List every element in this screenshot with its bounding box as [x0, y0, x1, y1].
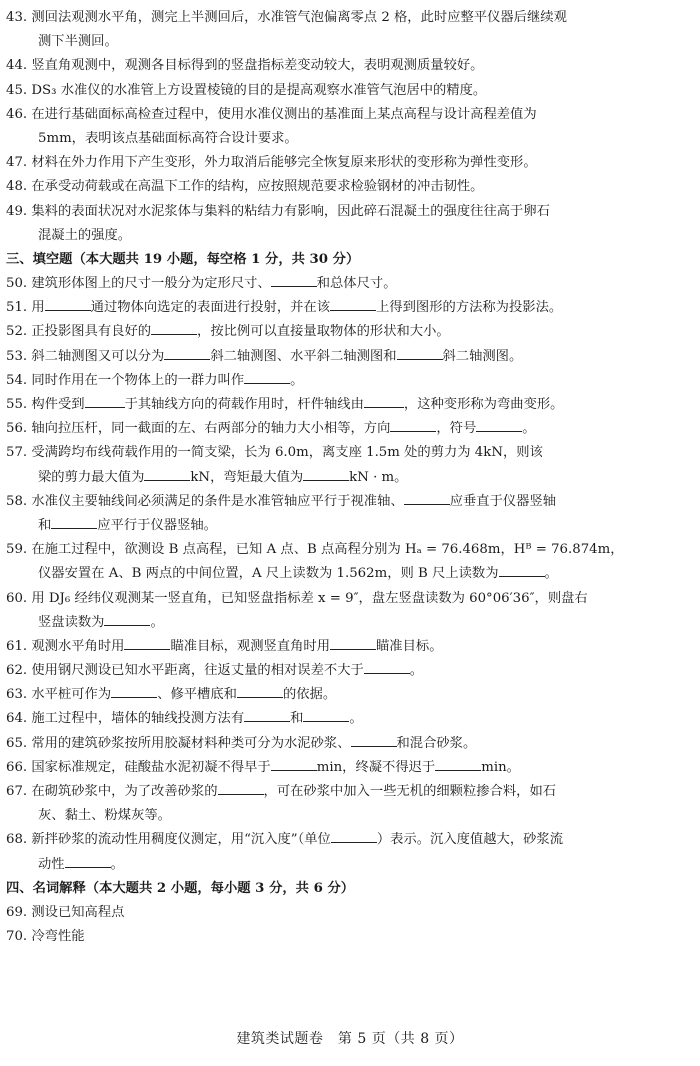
answer-blank[interactable]: [237, 684, 283, 698]
question-57-cont: 梁的剪力最大值为 kN，弯矩最大值为 kN · m。: [6, 466, 690, 490]
question-67-cont: 灰、黏土、粉煤灰等。: [38, 808, 171, 824]
answer-blank[interactable]: [330, 297, 376, 311]
question-46-cont: 5mm，表明该点基础面标高符合设计要求。: [38, 130, 298, 146]
question-59-cont: 仪器安置在 A、B 两点的中间位置，A 尺上读数为 1.562m，则 B 尺上读数为 。: [6, 562, 690, 586]
question-62: 62. 使用钢尺测设已知水平距离，往返丈量的相对误差不大于 。: [6, 659, 690, 683]
question-58-cont: 和 应平行于仪器竖轴。: [6, 514, 690, 538]
answer-blank[interactable]: [397, 346, 443, 360]
answer-blank[interactable]: [244, 708, 290, 722]
question-48: 48. 在承受动荷载或在高温下工作的结构，应按照规范要求检验钢材的冲击韧性。: [6, 179, 484, 195]
question-52: 52. 正投影图具有良好的 ，按比例可以直接量取物体的形状和大小。: [6, 320, 690, 344]
question-58: 58. 水准仪主要轴线间必须满足的条件是水准管轴应平行于视准轴、 应垂直于仪器竖轴: [6, 490, 690, 514]
question-43-cont: 测下半测回。: [38, 34, 118, 50]
question-55: 55. 构件受到 于其轴线方向的荷载作用时，杆件轴线由 ，这种变形称为弯曲变形。: [6, 393, 690, 417]
answer-blank[interactable]: [364, 394, 404, 408]
question-56: 56. 轴向拉压杆，同一截面的左、右两部分的轴力大小相等，方向 ，符号 。: [6, 417, 690, 441]
question-64: 64. 施工过程中，墙体的轴线投测方法有 和 。: [6, 707, 690, 731]
answer-blank[interactable]: [85, 394, 125, 408]
answer-blank[interactable]: [303, 708, 349, 722]
answer-blank[interactable]: [271, 757, 317, 771]
question-68-cont: 动性 。: [6, 853, 690, 877]
answer-blank[interactable]: [331, 829, 377, 843]
question-60-cont: 竖盘读数为 。: [6, 611, 690, 635]
question-50: 50. 建筑形体图上的尺寸一般分为定形尺寸、 和总体尺寸。: [6, 272, 690, 296]
answer-blank[interactable]: [404, 491, 450, 505]
answer-blank[interactable]: [104, 612, 150, 626]
answer-blank[interactable]: [218, 781, 264, 795]
answer-blank[interactable]: [476, 418, 522, 432]
question-69: 69. 测设已知高程点: [6, 904, 125, 920]
question-60: 60. 用 DJ₆ 经纬仪观测某一竖直角，已知竖盘指标差 x = 9″，盘左竖盘读数为 60°06′36″，则盘右: [6, 590, 588, 606]
answer-blank[interactable]: [499, 563, 545, 577]
question-70: 70. 冷弯性能: [6, 929, 85, 945]
question-57: 57. 受满跨均布线荷载作用的一简支梁，长为 6.0m，离支座 1.5m 处的剪力为 4kN，则该: [6, 445, 543, 461]
answer-blank[interactable]: [164, 346, 210, 360]
question-43: 43. 测回法观测水平角，测完上半测回后，水准管气泡偏离零点 2 格，此时应整平仪器后继续观: [6, 10, 567, 25]
question-49: 49. 集料的表面状况对水泥浆体与集料的粘结力有影响，因此碎石混凝土的强度往往高于卵石: [6, 203, 550, 219]
answer-blank[interactable]: [151, 321, 197, 335]
question-51: 51. 用 通过物体向选定的表面进行投射，并在该 上得到图形的方法称为投影法。: [6, 296, 690, 320]
answer-blank[interactable]: [111, 684, 157, 698]
answer-blank[interactable]: [124, 636, 170, 650]
page-footer: 建筑类试题卷 第 5 页（共 8 页）: [236, 1031, 464, 1047]
answer-blank[interactable]: [271, 273, 317, 287]
question-54: 54. 同时作用在一个物体上的一群力叫作 。: [6, 369, 690, 393]
question-68: 68. 新拌砂浆的流动性用稠度仪测定，用“沉入度”（单位 ）表示。沉入度值越大，砂浆流: [6, 828, 690, 852]
question-65: 65. 常用的建筑砂浆按所用胶凝材料种类可分为水泥砂浆、 和混合砂浆。: [6, 732, 690, 756]
answer-blank[interactable]: [144, 467, 190, 481]
answer-blank[interactable]: [303, 467, 349, 481]
answer-blank[interactable]: [435, 757, 481, 771]
question-66: 66. 国家标准规定，硅酸盐水泥初凝不得早于 min，终凝不得迟于 min。: [6, 756, 690, 780]
question-49-cont: 混凝土的强度。: [38, 227, 132, 243]
answer-blank[interactable]: [65, 854, 111, 868]
answer-blank[interactable]: [351, 733, 397, 747]
answer-blank[interactable]: [364, 660, 410, 674]
answer-blank[interactable]: [330, 636, 376, 650]
answer-blank[interactable]: [390, 418, 436, 432]
question-53: 53. 斜二轴测图又可以分为 斜二轴测图、水平斜二轴测图和 斜二轴测图。: [6, 345, 690, 369]
question-59: 59. 在施工过程中，欲测设 B 点高程，已知 A 点、B 点高程分别为 Hₐ = 76.468m，Hᴮ = 76.874m，: [6, 542, 624, 558]
question-67: 67. 在砌筑砂浆中，为了改善砂浆的 ，可在砂浆中加入一些无机的细颗粒掺合料，如石: [6, 780, 690, 804]
question-46: 46. 在进行基础面标高检查过程中，使用水准仪测出的基准面上某点高程与设计高程差值为: [6, 106, 537, 122]
question-63: 63. 水平桩可作为 、修平槽底和 的依据。: [6, 683, 690, 707]
section-4-heading: 四、名词解释（本大题共 2 小题，每小题 3 分，共 6 分）: [6, 880, 355, 896]
question-45: 45. DS₃ 水准仪的水准管上方设置棱镜的目的是提高观察水准管气泡居中的精度。: [6, 82, 487, 98]
question-61: 61. 观测水平角时用 瞄准目标，观测竖直角时用 瞄准目标。: [6, 635, 690, 659]
section-3-heading: 三、填空题（本大题共 19 小题，每空格 1 分，共 30 分）: [6, 251, 360, 267]
answer-blank[interactable]: [51, 515, 97, 529]
exam-content: [6, 6, 690, 949]
answer-blank[interactable]: [45, 297, 91, 311]
answer-blank[interactable]: [244, 370, 290, 384]
question-44: 44. 竖直角观测中，观测各目标得到的竖盘指标差变动较大，表明观测质量较好。: [6, 58, 484, 74]
question-47: 47. 材料在外力作用下产生变形，外力取消后能够完全恢复原来形状的变形称为弹性变形。: [6, 155, 537, 171]
